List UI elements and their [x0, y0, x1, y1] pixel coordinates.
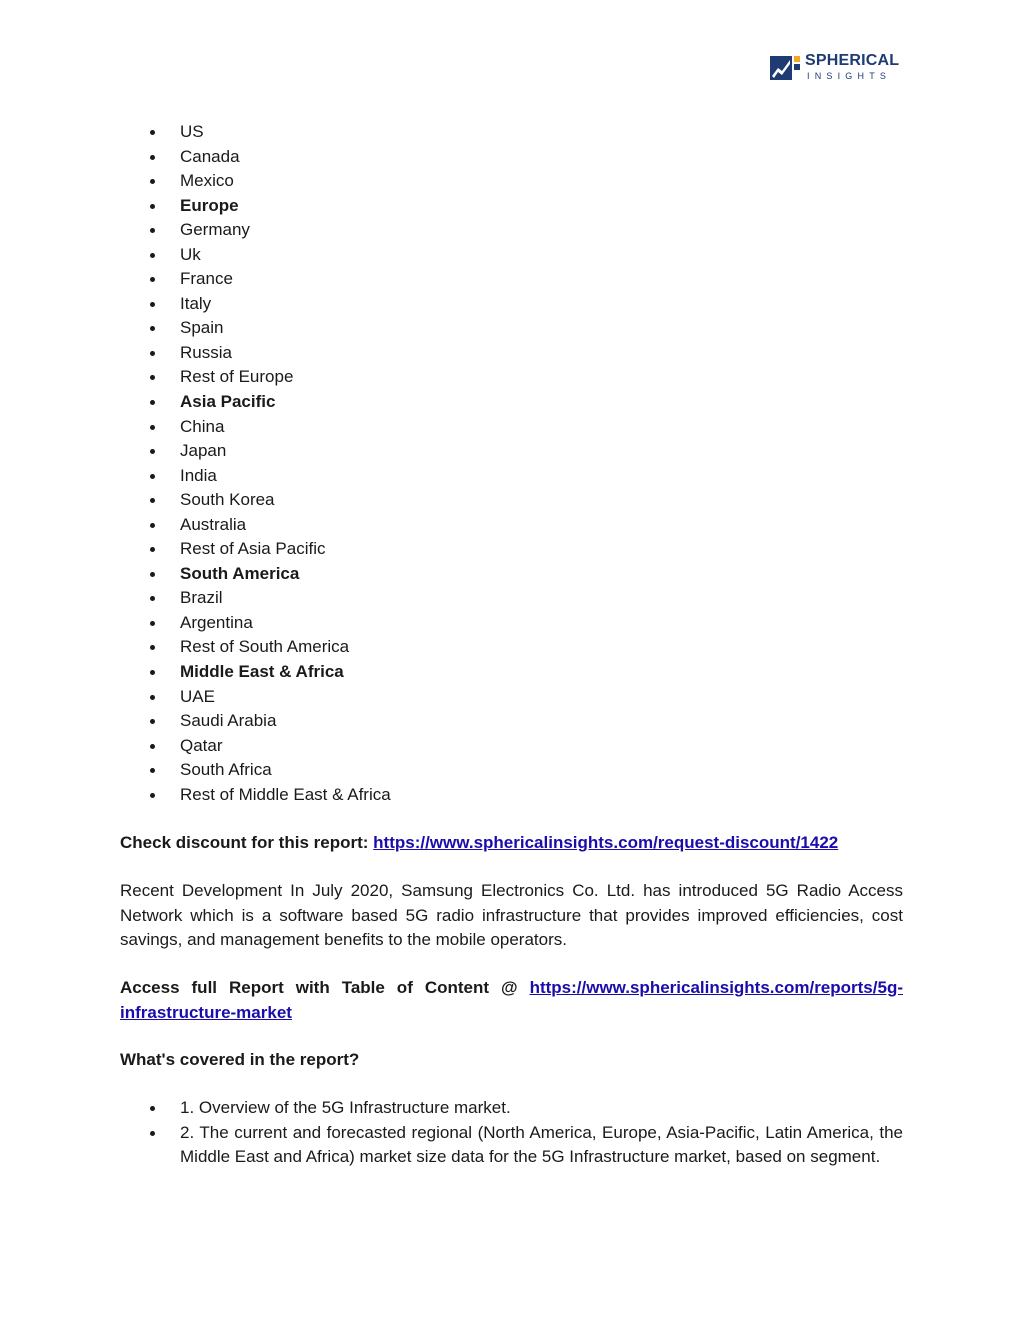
list-item — [120, 611, 391, 636]
bullet-icon — [150, 326, 155, 331]
spherical-insights-logo — [770, 52, 900, 84]
region-label: Rest of Europe — [180, 367, 294, 387]
bullet-icon — [150, 277, 155, 282]
list-item — [120, 635, 391, 660]
list-item — [120, 1096, 903, 1121]
region-label: South Korea — [180, 490, 275, 510]
list-item — [120, 513, 391, 538]
list-item — [120, 586, 391, 611]
bullet-icon — [150, 400, 155, 405]
list-item — [120, 365, 391, 390]
bullet-icon — [150, 179, 155, 184]
bullet-icon — [150, 228, 155, 233]
logo-title: SPHERICAL — [805, 52, 900, 69]
list-item — [120, 709, 391, 734]
bullet-icon — [150, 744, 155, 749]
region-label: Italy — [180, 293, 212, 313]
region-label: Germany — [180, 220, 250, 240]
list-item — [120, 415, 391, 440]
bullet-icon — [150, 793, 155, 798]
bullet-icon — [150, 523, 155, 528]
covered-list — [120, 1096, 903, 1170]
region-label: Australia — [180, 514, 247, 534]
list-item — [120, 341, 391, 366]
list-item — [120, 537, 391, 562]
region-label: US — [180, 122, 204, 141]
bullet-icon — [150, 130, 155, 135]
region-label: Brazil — [180, 588, 223, 608]
region-label: Rest of South America — [180, 637, 350, 657]
region-label: Uk — [180, 244, 201, 264]
access-report-line — [120, 976, 903, 1025]
bullet-icon — [150, 1131, 155, 1136]
region-label: Saudi Arabia — [180, 711, 277, 731]
list-item — [120, 660, 391, 685]
region-label: India — [180, 465, 217, 485]
bullet-icon — [150, 302, 155, 307]
list-item — [120, 390, 391, 415]
region-label: Rest of Middle East & Africa — [180, 784, 391, 804]
region-label: France — [180, 269, 233, 289]
spherical-logo-icon — [770, 52, 800, 82]
list-item — [120, 562, 391, 587]
region-label: Canada — [180, 146, 240, 166]
bullet-icon — [150, 351, 155, 356]
bullet-icon — [150, 645, 155, 650]
bullet-icon — [150, 375, 155, 380]
list-item — [120, 267, 391, 292]
bullet-icon — [150, 474, 155, 479]
region-label: UAE — [180, 686, 215, 706]
list-item — [120, 120, 391, 145]
bullet-icon — [150, 695, 155, 700]
region-heading: Asia Pacific — [180, 392, 276, 412]
region-label: Mexico — [180, 171, 234, 191]
bullet-icon — [150, 498, 155, 503]
list-item — [120, 243, 391, 268]
region-label: China — [180, 416, 225, 436]
recent-development-paragraph: Recent Development In July 2020, Samsung Electronics Co. Ltd. has introduced 5G Radio Access Network which is a software based 5G radio infrastructure that provides improved efficiencies, cost savings, and management benefits to the mobile operators. — [120, 881, 903, 949]
list-item — [120, 194, 391, 219]
bullet-icon — [150, 719, 155, 724]
bullet-icon — [150, 155, 155, 160]
discount-label: Check discount for this report: — [120, 833, 369, 852]
list-item — [120, 464, 391, 489]
region-label: Japan — [180, 441, 227, 461]
list-item — [120, 685, 391, 710]
region-heading: Europe — [180, 195, 239, 215]
region-label: Russia — [180, 342, 232, 362]
access-label: Access full Report with Table of Content @ — [120, 978, 518, 997]
list-item — [120, 145, 391, 170]
bullet-icon — [150, 547, 155, 552]
region-heading: Middle East & Africa — [180, 662, 344, 682]
discount-line — [120, 831, 903, 856]
list-item — [120, 734, 391, 759]
bullet-icon — [150, 204, 155, 209]
list-item — [120, 218, 391, 243]
list-item — [120, 439, 391, 464]
region-label: South Africa — [180, 760, 272, 780]
covered-heading: What's covered in the report? — [120, 1050, 360, 1069]
bullet-icon — [150, 670, 155, 675]
region-list — [120, 120, 391, 807]
bullet-icon — [150, 425, 155, 430]
bullet-icon — [150, 596, 155, 601]
bullet-icon — [150, 572, 155, 577]
list-item — [120, 292, 391, 317]
list-item — [120, 783, 391, 808]
bullet-icon — [150, 768, 155, 773]
list-item — [120, 1121, 903, 1170]
list-item — [120, 316, 391, 341]
region-heading: South America — [180, 563, 300, 583]
covered-item-text: 2. The current and forecasted regional (North America, Europe, Asia-Pacific, Latin America, the Middle East and Africa) market size data for the 5G Infrastructure market, based on segment. — [180, 1122, 903, 1166]
list-item — [120, 169, 391, 194]
bullet-icon — [150, 621, 155, 626]
region-label: Rest of Asia Pacific — [180, 539, 326, 559]
bullet-icon — [150, 253, 155, 258]
discount-link[interactable]: https://www.sphericalinsights.com/request-discount/1422 — [373, 833, 839, 852]
logo-subtitle: INSIGHTS — [807, 71, 892, 81]
bullet-icon — [150, 449, 155, 454]
region-label: Qatar — [180, 735, 223, 755]
list-item — [120, 758, 391, 783]
region-label: Argentina — [180, 612, 253, 632]
covered-item-text: 1. Overview of the 5G Infrastructure market. — [180, 1098, 511, 1117]
list-item — [120, 488, 391, 513]
access-report-link[interactable]: https://www.sphericalinsights.com/reports/5g-infrastructure-market — [120, 978, 903, 1022]
bullet-icon — [150, 1106, 155, 1111]
region-label: Spain — [180, 318, 224, 338]
